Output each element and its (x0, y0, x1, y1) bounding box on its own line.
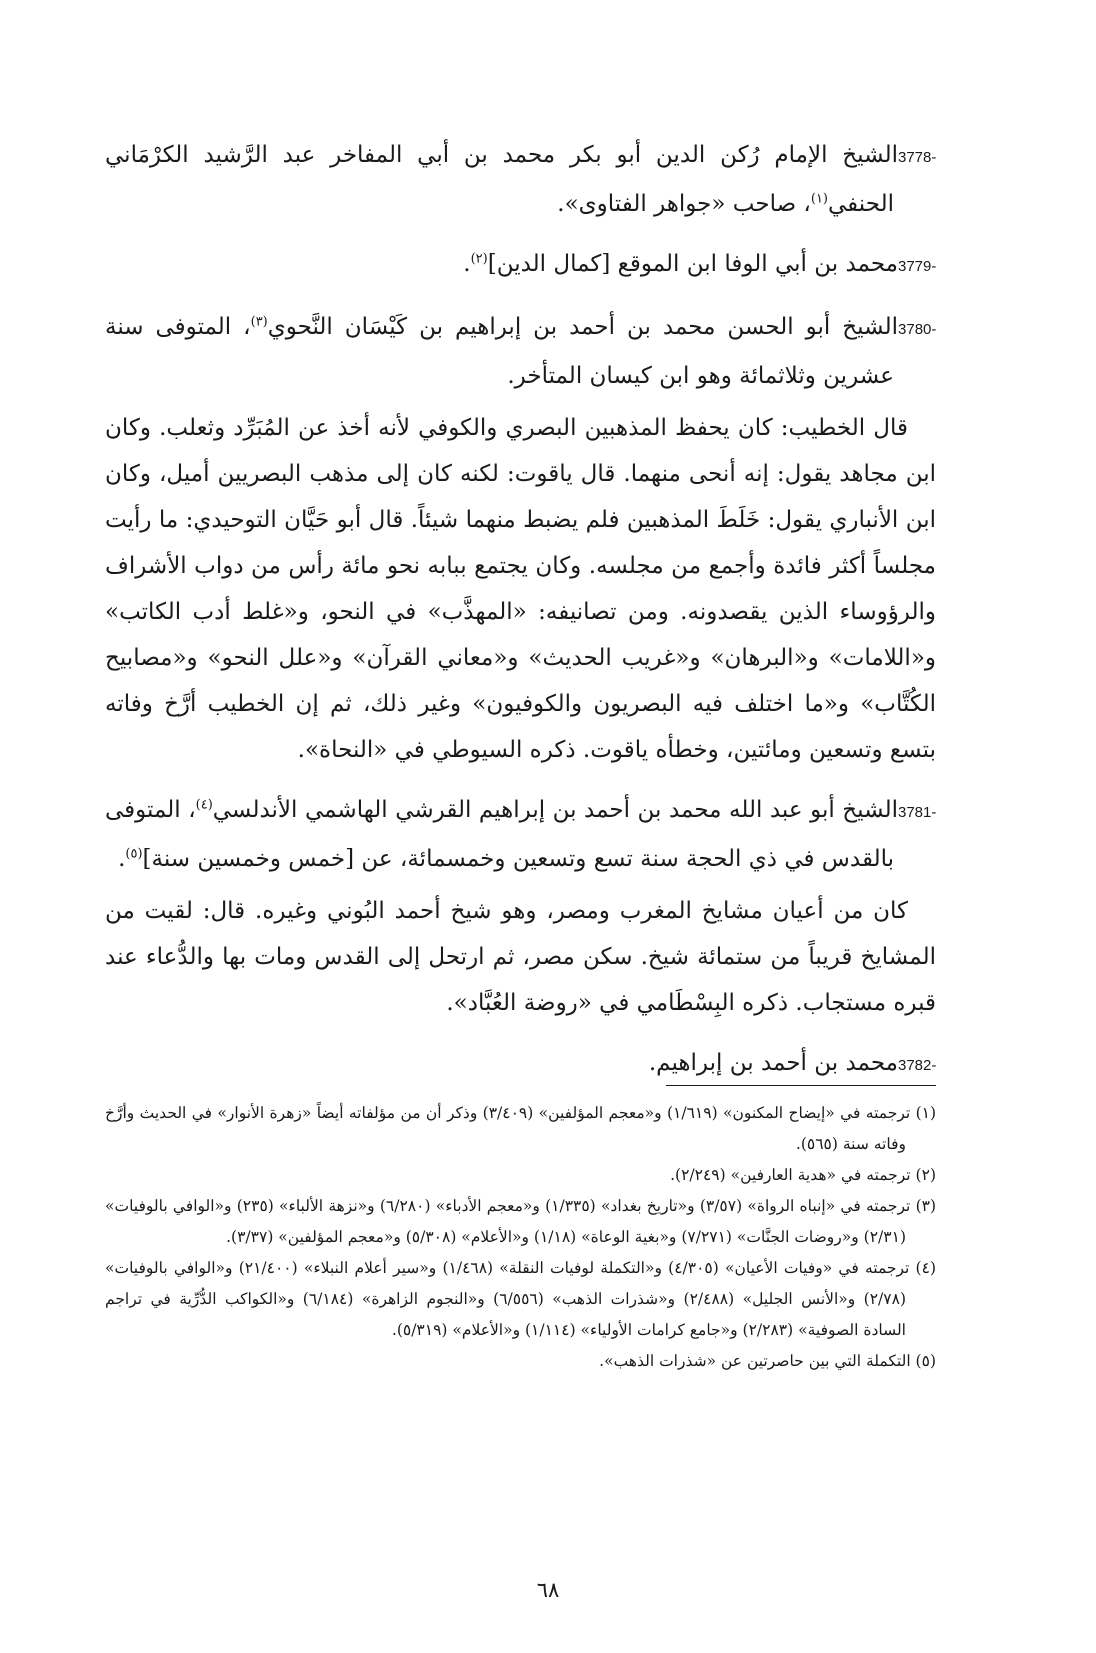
entry-number: 3778- (898, 149, 937, 166)
entry-number: 3781- (898, 804, 937, 821)
footnote-3: (٣) ترجمته في «إنباه الرواة» (٣/٥٧) و«تاريخ بغداد» (١/٣٣٥) و«معجم الأدباء» (٦/٢٨٠) و«نزهة الألباء» (٢٣٥) و«الوافي بالوفيات» (٢/٣١) و«روضات الجنَّات» (٧/٢٧١) و«بغية الوعاة» (١/١٨) و«الأعلام» (٥/٣٠٨) و«معجم المؤلفين» (٣/٣٧). (105, 1197, 937, 1246)
entry-text-after: ، المتوفى سنة عشرين وثلاثمائة وهو ابن كيسان المتأخر. (105, 314, 894, 389)
paragraph-3781: كان من أعيان مشايخ المغرب ومصر، وهو شيخ أحمد البُوني وغيره. قال: لقيت من المشايخ قريباً من ستمائة شيخ. سكن مصر، ثم ارتحل إلى القدس ومات بها والدُّعاء عند قبره مستجاب. ذكره البِسْطَامي في «روضة العُبَّاد». (105, 898, 936, 1016)
footnote-1: (١) ترجمته في «إيضاح المكنون» (١/٦١٩) و«معجم المؤلفين» (٣/٤٠٩) وذكر أن من مؤلفاته أيضاً «زهرة الأنوار» في الحديث وأرَّخ وفاته سنة (٥٦٥). (105, 1104, 937, 1153)
footnote-ref[interactable]: (٢) (470, 251, 488, 267)
entry-number: 3779- (898, 258, 937, 275)
entry-number: 3780- (898, 321, 937, 338)
footnote-ref[interactable]: (٣) (250, 314, 268, 330)
entry-3781 (105, 787, 936, 882)
entry-3780 (105, 304, 936, 399)
entry-3779 (105, 241, 936, 290)
entry-text-after: ، صاحب «جواهر الفتاوى». (557, 191, 811, 217)
entry-text-after: ، المتوفى بالقدس في ذي الحجة سنة تسع وتسعين وخمسمائة، عن [خمس وخمسين سنة] (105, 797, 894, 872)
footnotes (105, 1098, 936, 1377)
footnote-4: (٤) ترجمته في «وفيات الأعيان» (٤/٣٠٥) و«التكملة لوفيات النقلة» (١/٤٦٨) و«سير أعلام النبلاء» (٢١/٤٠٠) و«الوافي بالوفيات» (٢/٧٨) و«الأنس الجليل» (٢/٤٨٨) و«شذرات الذهب» (٦/٥٥٦) و«النجوم الزاهرة» (٦/١٨٤) و«الكواكب الدُّرِّية في تراجم السادة الصوفية» (٢/٢٨٣) و«جامع كرامات الأولياء» (١/١١٤) و«الأعلام» (٥/٣١٩). (105, 1259, 936, 1339)
footnote-2: (٢) ترجمته في «هدية العارفين» (٢/٢٤٩). (670, 1166, 936, 1184)
entry-number: 3782- (898, 1057, 937, 1074)
footnote-5: (٥) التكملة التي بين حاصرتين عن «شذرات الذهب». (599, 1352, 936, 1370)
entry-text: الشيخ أبو عبد الله محمد بن أحمد بن إبراهيم القرشي الهاشمي الأندلسي (212, 797, 898, 823)
entry-3778 (105, 132, 936, 227)
footnote-divider (666, 1085, 936, 1086)
page-number: ٦٨ (536, 1578, 560, 1602)
footnote-ref[interactable]: (١) (810, 191, 828, 207)
footnote-ref[interactable]: (٤) (195, 797, 213, 813)
entry-3782 (105, 1040, 936, 1089)
entry-text: الشيخ أبو الحسن محمد بن أحمد بن إبراهيم بن كَيْسَان النَّحوي (267, 314, 899, 340)
entry-text-after: . (463, 251, 471, 277)
entry-text: محمد بن أبي الوفا ابن الموقع [كمال الدين] (487, 251, 898, 277)
entry-text: محمد بن أحمد بن إبراهيم. (648, 1050, 898, 1076)
entry-text-after: . (118, 846, 126, 872)
footnote-ref[interactable]: (٥) (125, 846, 143, 862)
paragraph-3780: قال الخطيب: كان يحفظ المذهبين البصري والكوفي لأنه أخذ عن المُبَرِّد وثعلب. وكان ابن مجاهد يقول: إنه أنحى منهما. قال ياقوت: لكنه كان إلى مذهب البصريين أميل، وكان ابن الأنباري يقول: خَلَطَ المذهبين فلم يضبط منهما شيئاً. قال أبو حَيَّان التوحيدي: ما رأيت مجلساً أكثر فائدة وأجمع من مجلسه. وكان يجتمع ببابه نحو مائة رأس من دواب الأشراف والرؤوساء الذين يقصدونه. ومن تصانيفه: «المهذَّب» في النحو، و«غلط أدب الكاتب» و«اللامات» و«البرهان» و«غريب الحديث» و«معاني القرآن» و«علل النحو» و«مصابيح الكُتَّاب» و«ما اختلف فيه البصريون والكوفيون» وغير ذلك، ثم إن الخطيب أرَّخ وفاته بتسع وتسعين ومائتين، وخطأه ياقوت. ذكره السيوطي في «النحاة». (105, 415, 936, 763)
main-text (105, 132, 936, 1653)
entry-text: الشيخ الإمام رُكن الدين أبو بكر محمد بن أبي المفاخر عبد الرَّشيد الكرْمَاني الحنفي (105, 142, 898, 217)
